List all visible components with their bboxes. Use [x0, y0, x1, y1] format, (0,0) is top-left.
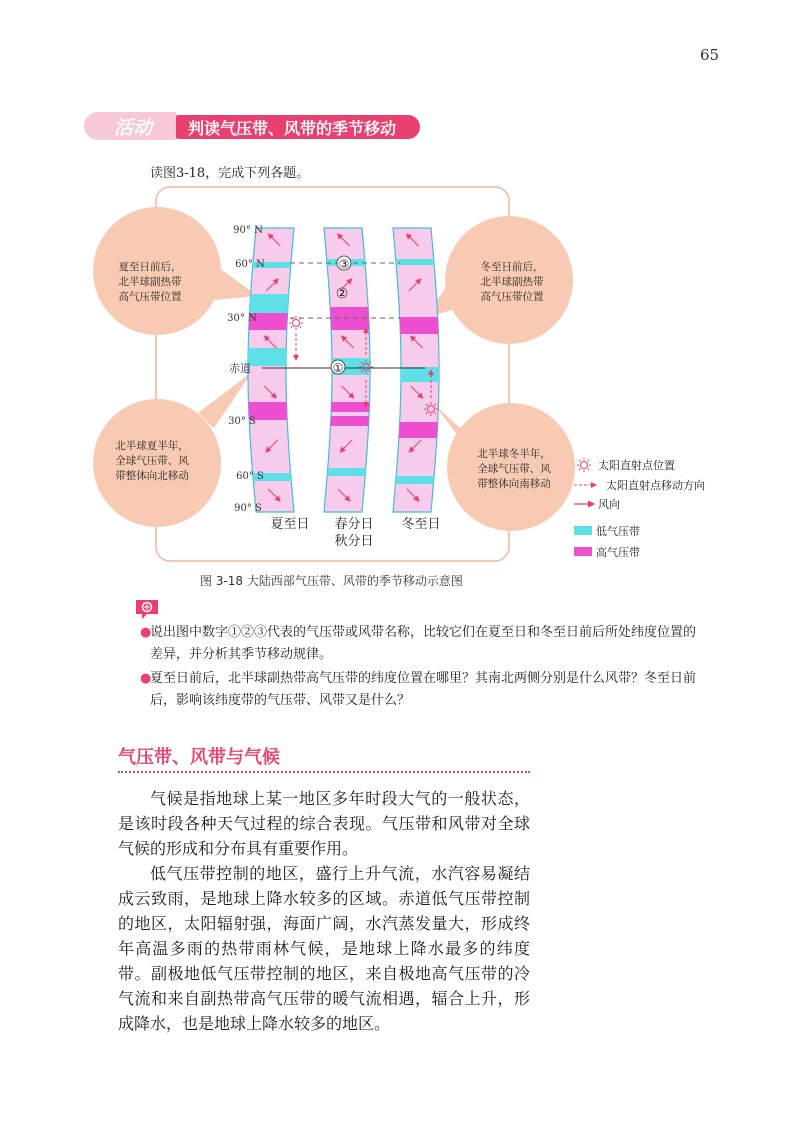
circled-number-3: ③	[338, 257, 350, 271]
callout-tl-line3: 高气压带位置	[118, 291, 182, 303]
legend-high-label: 高气压带	[596, 546, 640, 559]
lat-label-30s: 30° S	[228, 416, 256, 427]
bullet-icon: ●	[140, 671, 152, 686]
callout-bl-line3: 带整体向北移动	[115, 470, 189, 482]
discussion-icon	[134, 596, 160, 622]
lat-label-60s: 60° S	[236, 471, 264, 482]
question-list	[118, 622, 698, 714]
question-text: 夏至日前后，北半球副热带高气压带的纬度位置在哪里？其南北两侧分别是什么风带？冬至日前后，影响该纬度带的气压带、风带又是什么？	[150, 671, 697, 708]
lat-label-30n: 30° N	[227, 313, 257, 324]
panel-label-spring: 春分日	[334, 517, 374, 532]
legend-low-swatch	[574, 526, 592, 535]
callout-br-line2: 全球气压带、风	[477, 463, 551, 475]
callout-bl-line1: 北半球夏半年，	[115, 440, 189, 452]
legend-sun-label: 太阳直射点位置	[598, 459, 675, 472]
panel-equinox-high-pressure-band	[330, 307, 369, 318]
circled-number-1: ①	[332, 361, 344, 375]
activity-label: 活动	[114, 117, 153, 139]
figure-caption: 图 3-18 大陆西部气压带、风带的季节移动示意图	[200, 574, 463, 588]
panel-winter-high-pressure-band	[399, 422, 438, 438]
legend	[574, 458, 705, 559]
section-title: 气压带、风带与气候	[118, 747, 280, 768]
callout-tl-line1: 夏至日前后，	[118, 261, 182, 273]
bullet-icon: ●	[140, 625, 152, 640]
callout-tr-line1: 冬至日前后，	[480, 261, 544, 273]
legend-wind-label: 风向	[598, 498, 620, 511]
question-item	[118, 622, 698, 666]
legend-high-swatch	[574, 547, 592, 556]
callout-br-line3: 带整体向南移动	[477, 478, 551, 490]
legend-move-label: 太阳直射点移动方向	[606, 479, 705, 492]
callout-tr-line2: 北半球副热带	[480, 276, 544, 288]
lat-label-60n: 60° N	[235, 259, 265, 270]
lat-label-90n: 90° N	[233, 225, 263, 236]
activity-title: 判读气压带、风带的季节移动	[188, 119, 397, 138]
callout-tl-line2: 北半球副热带	[118, 276, 182, 288]
circled-number-2: ②	[335, 286, 349, 302]
legend-sun-icon	[577, 458, 591, 472]
callout-tr-line3: 高气压带位置	[480, 291, 544, 303]
question-item	[104, 668, 698, 712]
callout-bl-line2: 全球气压带、风	[115, 455, 189, 467]
intro-text: 读图3-18，完成下列各题。	[150, 166, 310, 181]
panel-winter-low-pressure-band	[395, 476, 434, 484]
sun-point-summer	[289, 316, 303, 330]
page-number: 65	[700, 46, 720, 64]
section-body	[118, 786, 530, 1036]
panel-winter-low-pressure-band	[396, 259, 435, 265]
panel-equinox-low-pressure-band	[327, 468, 366, 476]
section-divider	[118, 771, 530, 773]
panel-label-summer: 夏至日	[270, 517, 310, 532]
body-paragraph: 气候是指地球上某一地区多年时段大气的一般状态，是该时段各种天气过程的综合表现。气压带和风带对全球气候的形成和分布具有重要作用。	[118, 789, 530, 858]
panel-equinox-high-pressure-band	[331, 317, 370, 330]
panel-winter-low-pressure-band	[401, 367, 439, 382]
callout-br-line1: 北半球冬半年，	[477, 448, 551, 460]
lat-label-90s: 90° S	[234, 503, 262, 514]
body-paragraph: 低气压带控制的地区，盛行上升气流，水汽容易凝结成云致雨，是地球上降水较多的区域。赤道低气压带控制的地区，太阳辐射强，海面广阔，水汽蒸发量大，形成终年高温多雨的热带雨林气候，是地球上降水最多的纬度带。副极地低气压带控制的地区，来自极地高气压带的冷气流和来自副热带高气压带的暖气流相遇，辐合上升，形成降水，也是地球上降水较多的地区。	[118, 864, 530, 1033]
legend-low-label: 低气压带	[596, 525, 640, 538]
panel-equinox-high-pressure-band	[331, 416, 370, 426]
panel-winter-high-pressure-band	[400, 317, 439, 334]
panel-equinox-high-pressure-band	[331, 402, 369, 412]
panel-label-autumn: 秋分日	[334, 534, 374, 549]
question-text: 说出图中数字①②③代表的气压带或风带名称，比较它们在夏至日和冬至日前后所处纬度位置的差异，并分析其季节移动规律。	[150, 625, 697, 662]
panel-label-winter: 冬至日	[401, 517, 441, 532]
panel-summer	[248, 228, 294, 512]
panel-summer-low-pressure-band	[248, 352, 286, 366]
lat-label-equator: 赤道	[229, 362, 251, 375]
